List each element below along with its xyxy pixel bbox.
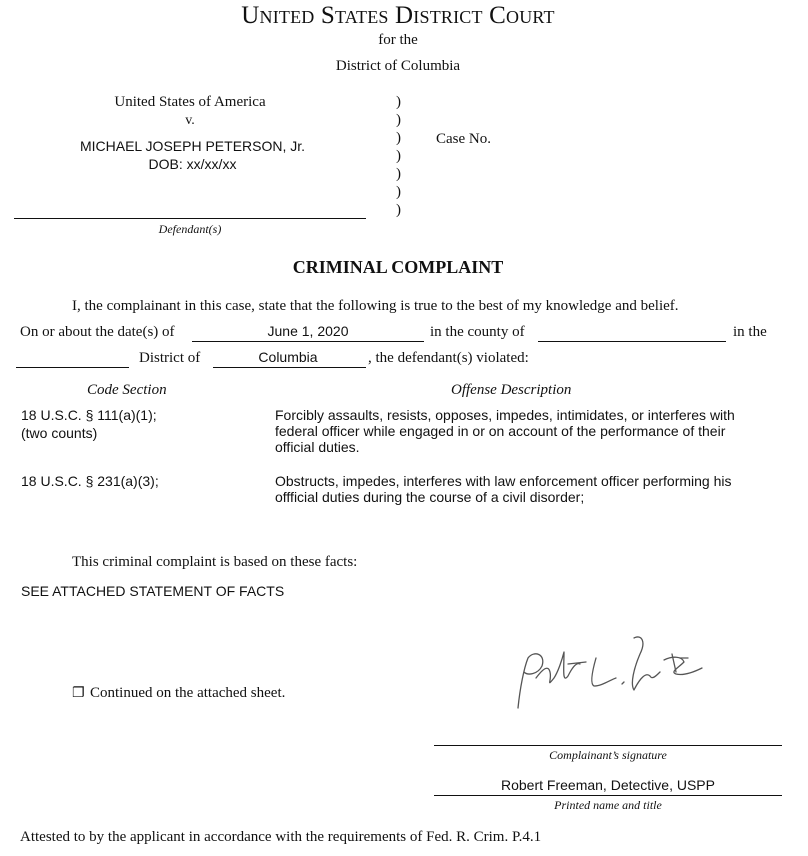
court-title: United States District Court <box>241 2 555 29</box>
offense-description: Obstructs, impedes, interferes with law enforcement officer performing his offficial duties during the course of a civil disorder; <box>275 473 732 505</box>
violated-suffix: , the defendant(s) violated: <box>368 350 529 366</box>
code-section-header: Code Section <box>87 382 167 398</box>
offense-code-note: (two counts) <box>21 425 98 441</box>
attestation-text: Attested to by the applicant in accordance with the requirements of Fed. R. Crim. P.4.1 <box>20 829 542 845</box>
caption-paren: ) <box>396 94 401 110</box>
district-underline <box>213 367 366 368</box>
signature-stroke <box>518 654 543 708</box>
signature-stroke <box>592 658 616 686</box>
district-value: Columbia <box>258 349 318 365</box>
checkbox-icon[interactable]: ❐ <box>72 684 85 700</box>
district-heading: District of Columbia <box>335 58 461 74</box>
signature-stroke <box>622 682 624 684</box>
date-prefix: On or about the date(s) of <box>20 324 175 340</box>
caption-paren: ) <box>396 166 401 182</box>
date-underline <box>192 341 424 342</box>
for-the-text: for the <box>378 32 418 48</box>
plaintiff-name: United States of America <box>114 94 266 110</box>
offense-code: 18 U.S.C. § 111(a)(1); <box>21 407 157 423</box>
complaint-title: CRIMINAL COMPLAINT <box>292 257 504 277</box>
date-value: June 1, 2020 <box>267 323 349 339</box>
printed-name-line <box>434 795 782 796</box>
district-prefix-underline <box>16 367 129 368</box>
defendant-name: MICHAEL JOSEPH PETERSON, Jr. <box>79 138 306 154</box>
offense-description: Forcibly assaults, resists, opposes, impedes, intimidates, or interferes with federal officer while engaged in or on account of the performance of their official duties. <box>275 407 735 455</box>
signature-stroke <box>664 657 702 674</box>
signature-label: Complainant’s signature <box>549 748 667 762</box>
county-prefix: in the county of <box>430 324 525 340</box>
defendant-label: Defendant(s) <box>158 222 222 236</box>
caption-paren: ) <box>396 130 401 146</box>
case-no-label: Case No. <box>436 131 491 147</box>
county-underline <box>538 341 726 342</box>
printed-name-label: Printed name and title <box>554 798 662 812</box>
versus-text: v. <box>185 113 195 128</box>
signature-line <box>434 745 782 746</box>
facts-intro: This criminal complaint is based on these facts: <box>72 554 358 570</box>
in-the-text: in the <box>733 324 767 340</box>
continued-label: Continued on the attached sheet. <box>90 685 286 701</box>
caption-paren: ) <box>396 148 401 164</box>
district-prefix: District of <box>139 350 201 366</box>
complaint-intro: I, the complainant in this case, state that the following is true to the best of my knowledge and belief. <box>72 298 679 314</box>
signature-stroke <box>536 652 580 683</box>
defendant-underline <box>14 218 366 219</box>
caption-paren: ) <box>396 112 401 128</box>
caption-paren: ) <box>396 184 401 200</box>
signature-stroke <box>632 637 660 690</box>
signature-image <box>506 628 711 716</box>
facts-attached: SEE ATTACHED STATEMENT OF FACTS <box>21 583 285 599</box>
caption-paren: ) <box>396 202 401 218</box>
offense-description-header: Offense Description <box>451 382 572 398</box>
offense-code: 18 U.S.C. § 231(a)(3); <box>21 473 159 489</box>
printed-name: Robert Freeman, Detective, USPP <box>501 777 715 793</box>
defendant-dob: DOB: xx/xx/xx <box>148 156 237 172</box>
